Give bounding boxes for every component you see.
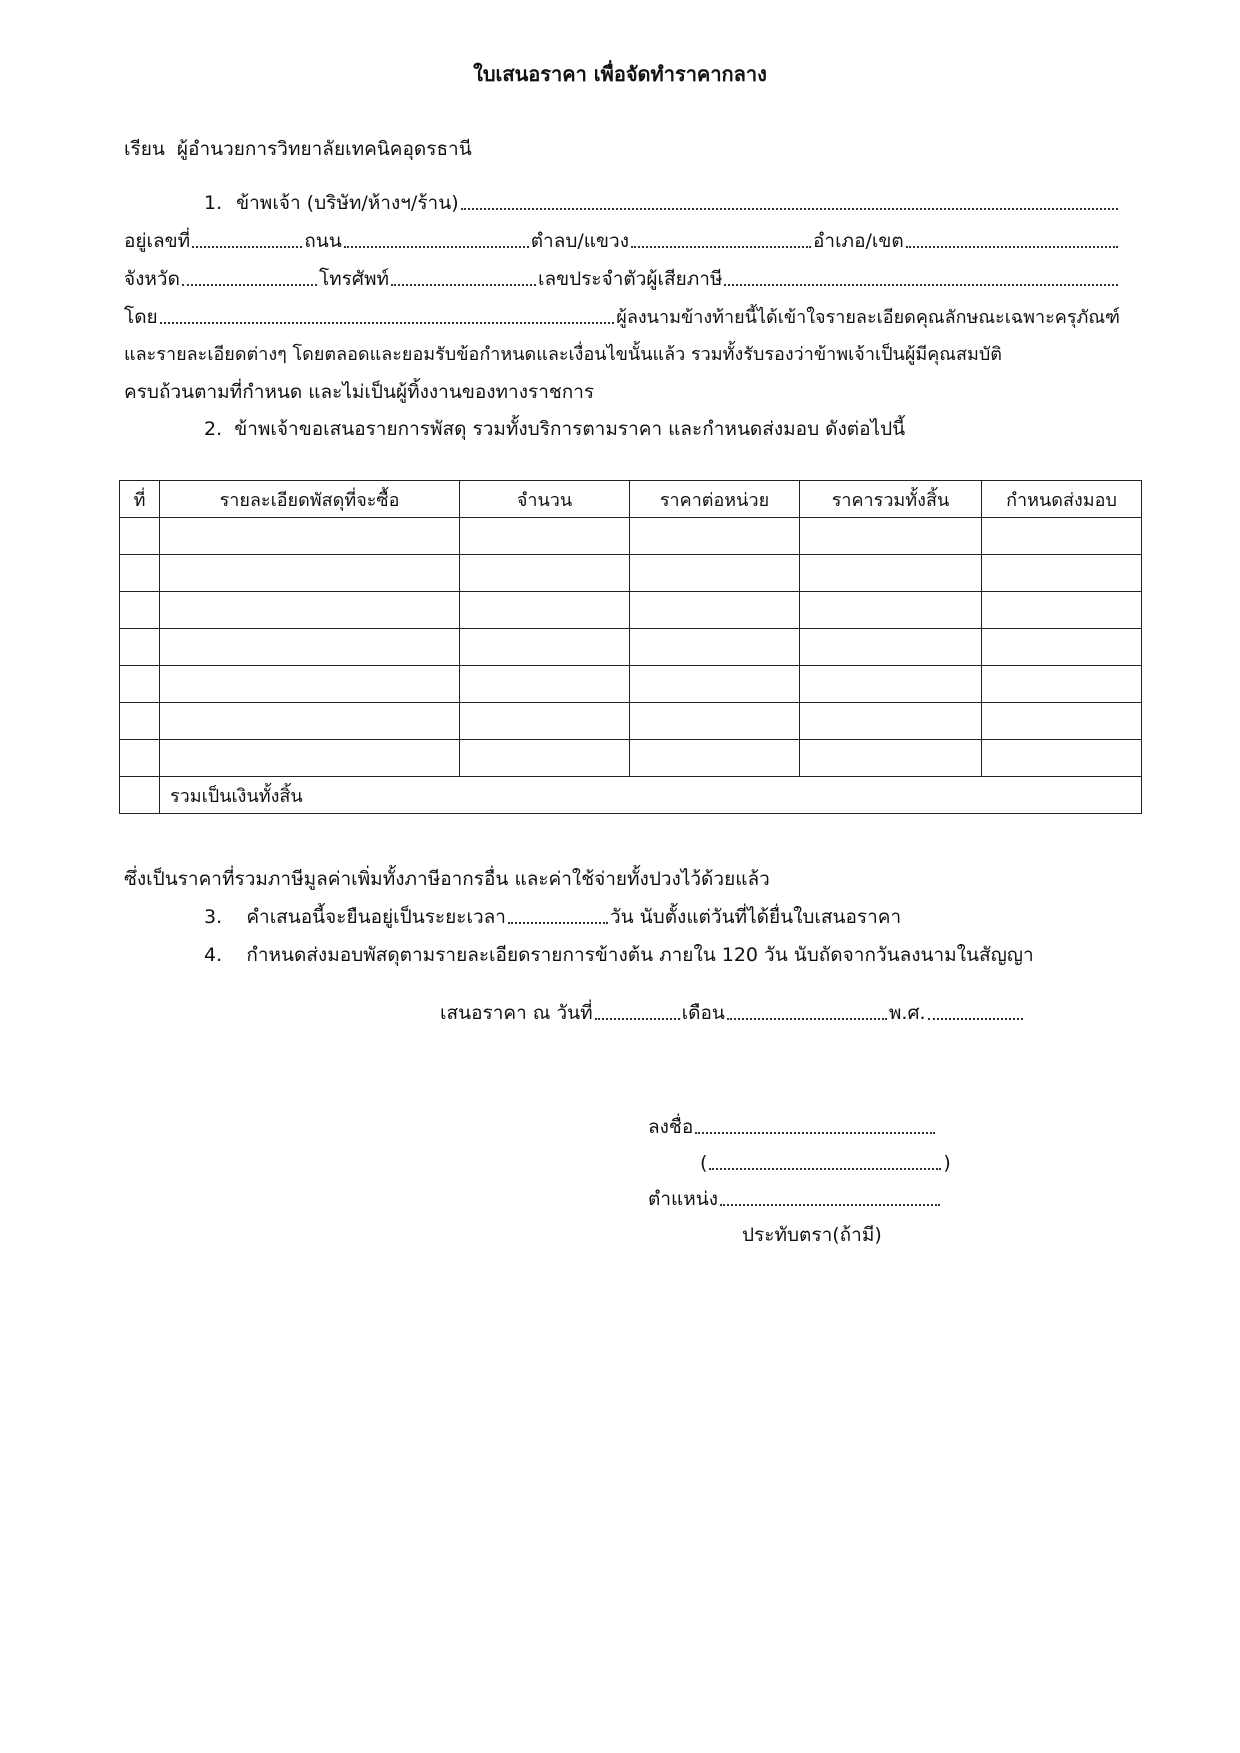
year-label: พ.ศ. xyxy=(888,1002,926,1024)
month-label: เดือน xyxy=(681,1002,725,1024)
table-row xyxy=(120,666,1142,703)
company-field[interactable] xyxy=(461,207,1118,210)
table-cell[interactable] xyxy=(460,703,630,740)
tax-id-field[interactable] xyxy=(724,283,1118,286)
table-cell[interactable] xyxy=(982,740,1142,777)
road-label: ถนน xyxy=(304,230,342,252)
section1-contact-line xyxy=(124,268,1120,291)
table-cell[interactable] xyxy=(120,555,160,592)
table-row xyxy=(120,592,1142,629)
table-cell[interactable] xyxy=(460,592,630,629)
month-field[interactable] xyxy=(727,1017,887,1020)
vat-note: ซึ่งเป็นราคาที่รวมภาษีมูลค่าเพิ่มทั้งภาษีอากรอื่น และค่าใช้จ่ายทั้งปวงไว้ด้วยแล้ว xyxy=(124,868,770,890)
name-line xyxy=(700,1152,951,1175)
table-cell[interactable] xyxy=(460,555,630,592)
section2-number: 2. xyxy=(204,418,223,440)
table-cell[interactable] xyxy=(630,666,800,703)
table-cell[interactable] xyxy=(460,518,630,555)
table-cell[interactable] xyxy=(160,666,460,703)
date-prefix: เสนอราคา ณ วันที่ xyxy=(440,1002,593,1024)
by-label: โดย xyxy=(124,306,158,328)
salutation-prefix: เรียน xyxy=(124,138,165,160)
section3-text-after: วัน นับตั้งแต่วันที่ได้ยื่นใบเสนอราคา xyxy=(609,906,902,928)
signature-field[interactable] xyxy=(695,1131,935,1134)
position-label: ตำแหน่ง xyxy=(648,1188,719,1210)
table-cell[interactable] xyxy=(460,740,630,777)
table-row xyxy=(120,555,1142,592)
table-cell xyxy=(120,777,160,814)
table-row xyxy=(120,740,1142,777)
total-label: รวมเป็นเงินทั้งสิ้น xyxy=(160,777,1142,814)
table-cell[interactable] xyxy=(630,629,800,666)
table-cell[interactable] xyxy=(800,629,982,666)
table-cell[interactable] xyxy=(160,703,460,740)
table-cell[interactable] xyxy=(120,740,160,777)
table-cell[interactable] xyxy=(160,629,460,666)
table-cell[interactable] xyxy=(120,703,160,740)
table-cell[interactable] xyxy=(800,740,982,777)
table-cell[interactable] xyxy=(160,555,460,592)
day-field[interactable] xyxy=(595,1017,680,1020)
district-field[interactable] xyxy=(906,245,1118,248)
table-cell[interactable] xyxy=(982,666,1142,703)
col-header-no: ที่ xyxy=(120,481,160,518)
section3-number: 3. xyxy=(204,906,223,928)
section4-number: 4. xyxy=(204,944,223,966)
tax-id-label: เลขประจำตัวผู้เสียภาษี xyxy=(538,268,723,290)
section1-company-line xyxy=(124,192,1120,215)
salutation-addressee: ผู้อำนวยการวิทยาลัยเทคนิคอุดรธานี xyxy=(176,138,472,160)
province-field[interactable] xyxy=(182,283,317,286)
sign-line xyxy=(648,1116,937,1139)
table-cell[interactable] xyxy=(630,518,800,555)
address-no-label: อยู่เลขที่ xyxy=(124,230,191,252)
position-line xyxy=(648,1188,942,1211)
table-cell[interactable] xyxy=(982,518,1142,555)
section4-text: กำหนดส่งมอบพัสดุตามรายละเอียดรายการข้างต้น ภายใน 120 วัน นับถัดจากวันลงนามในสัญญา xyxy=(246,944,1034,966)
phone-field[interactable] xyxy=(391,283,536,286)
table-cell[interactable] xyxy=(630,555,800,592)
district-label: อำเภอ/เขต xyxy=(812,230,904,252)
table-cell[interactable] xyxy=(120,592,160,629)
close-paren: ) xyxy=(943,1152,951,1174)
salutation xyxy=(124,138,472,161)
section2-line xyxy=(204,418,905,441)
col-header-unit-price: ราคาต่อหน่วย xyxy=(630,481,800,518)
sign-label: ลงชื่อ xyxy=(648,1116,694,1138)
table-row xyxy=(120,629,1142,666)
table-cell[interactable] xyxy=(160,740,460,777)
table-cell[interactable] xyxy=(120,518,160,555)
table-cell[interactable] xyxy=(120,629,160,666)
year-field[interactable] xyxy=(928,1017,1023,1020)
table-cell[interactable] xyxy=(630,740,800,777)
table-header-row xyxy=(120,481,1142,518)
printed-name-field[interactable] xyxy=(709,1167,941,1170)
subdistrict-label: ตำลบ/แขวง xyxy=(530,230,629,252)
table-cell[interactable] xyxy=(160,518,460,555)
col-header-description: รายละเอียดพัสดุที่จะซื้อ xyxy=(160,481,460,518)
table-cell[interactable] xyxy=(982,555,1142,592)
terms-line-2: และรายละเอียดต่างๆ โดยตลอดและยอมรับข้อกำหนดและเงื่อนไขนั้นแล้ว รวมทั้งรับรองว่าข้าพเจ้าเป็นผู้มีคุณสมบัติ xyxy=(124,344,1002,365)
open-paren: ( xyxy=(700,1152,708,1174)
section3-text-before: คำเสนอนี้จะยืนอยู่เป็นระยะเวลา xyxy=(246,906,506,928)
table-cell[interactable] xyxy=(800,555,982,592)
table-cell[interactable] xyxy=(460,629,630,666)
position-field[interactable] xyxy=(720,1203,940,1206)
subdistrict-field[interactable] xyxy=(631,245,811,248)
items-table xyxy=(119,480,1142,814)
section1-number: 1. xyxy=(204,192,223,214)
section4-line xyxy=(204,944,1034,967)
table-cell[interactable] xyxy=(982,629,1142,666)
section1-address-line xyxy=(124,230,1120,253)
table-cell[interactable] xyxy=(630,592,800,629)
table-cell[interactable] xyxy=(120,666,160,703)
col-header-total-price: ราคารวมทั้งสิ้น xyxy=(800,481,982,518)
table-cell[interactable] xyxy=(982,703,1142,740)
company-label: ข้าพเจ้า (บริษัท/ห้างฯ/ร้าน) xyxy=(236,192,459,214)
col-header-delivery: กำหนดส่งมอบ xyxy=(982,481,1142,518)
terms-line-3: ครบถ้วนตามที่กำหนด และไม่เป็นผู้ทิ้งงานของทางราชการ xyxy=(124,381,595,403)
validity-days-field[interactable] xyxy=(508,921,608,924)
road-field[interactable] xyxy=(344,245,529,248)
date-line xyxy=(440,1002,1025,1025)
table-cell[interactable] xyxy=(982,592,1142,629)
section3-line xyxy=(204,906,901,929)
page-title: ใบเสนอราคา เพื่อจัดทำราคากลาง xyxy=(473,62,767,86)
table-row xyxy=(120,703,1142,740)
table-cell[interactable] xyxy=(800,666,982,703)
col-header-quantity: จำนวน xyxy=(460,481,630,518)
table-cell[interactable] xyxy=(800,518,982,555)
section1-by-line xyxy=(124,306,1120,329)
table-cell[interactable] xyxy=(460,666,630,703)
table-cell[interactable] xyxy=(160,592,460,629)
table-row xyxy=(120,518,1142,555)
section2-text: ข้าพเจ้าขอเสนอรายการพัสดุ รวมทั้งบริการตามราคา และกำหนดส่งมอบ ดังต่อไปนี้ xyxy=(234,418,906,440)
stamp-label: ประทับตรา(ถ้ามี) xyxy=(742,1224,882,1246)
table-cell[interactable] xyxy=(800,703,982,740)
province-label: จังหวัด xyxy=(124,268,180,290)
table-total-row xyxy=(120,777,1142,814)
address-no-field[interactable] xyxy=(192,245,302,248)
phone-label: โทรศัพท์ xyxy=(318,268,389,290)
signer-text: ผู้ลงนามข้างท้ายนี้ได้เข้าใจรายละเอียดคุณลักษณะเฉพาะครุภัณฑ์ xyxy=(616,307,1120,329)
table-cell[interactable] xyxy=(800,592,982,629)
table-cell[interactable] xyxy=(630,703,800,740)
by-field[interactable] xyxy=(160,321,615,324)
